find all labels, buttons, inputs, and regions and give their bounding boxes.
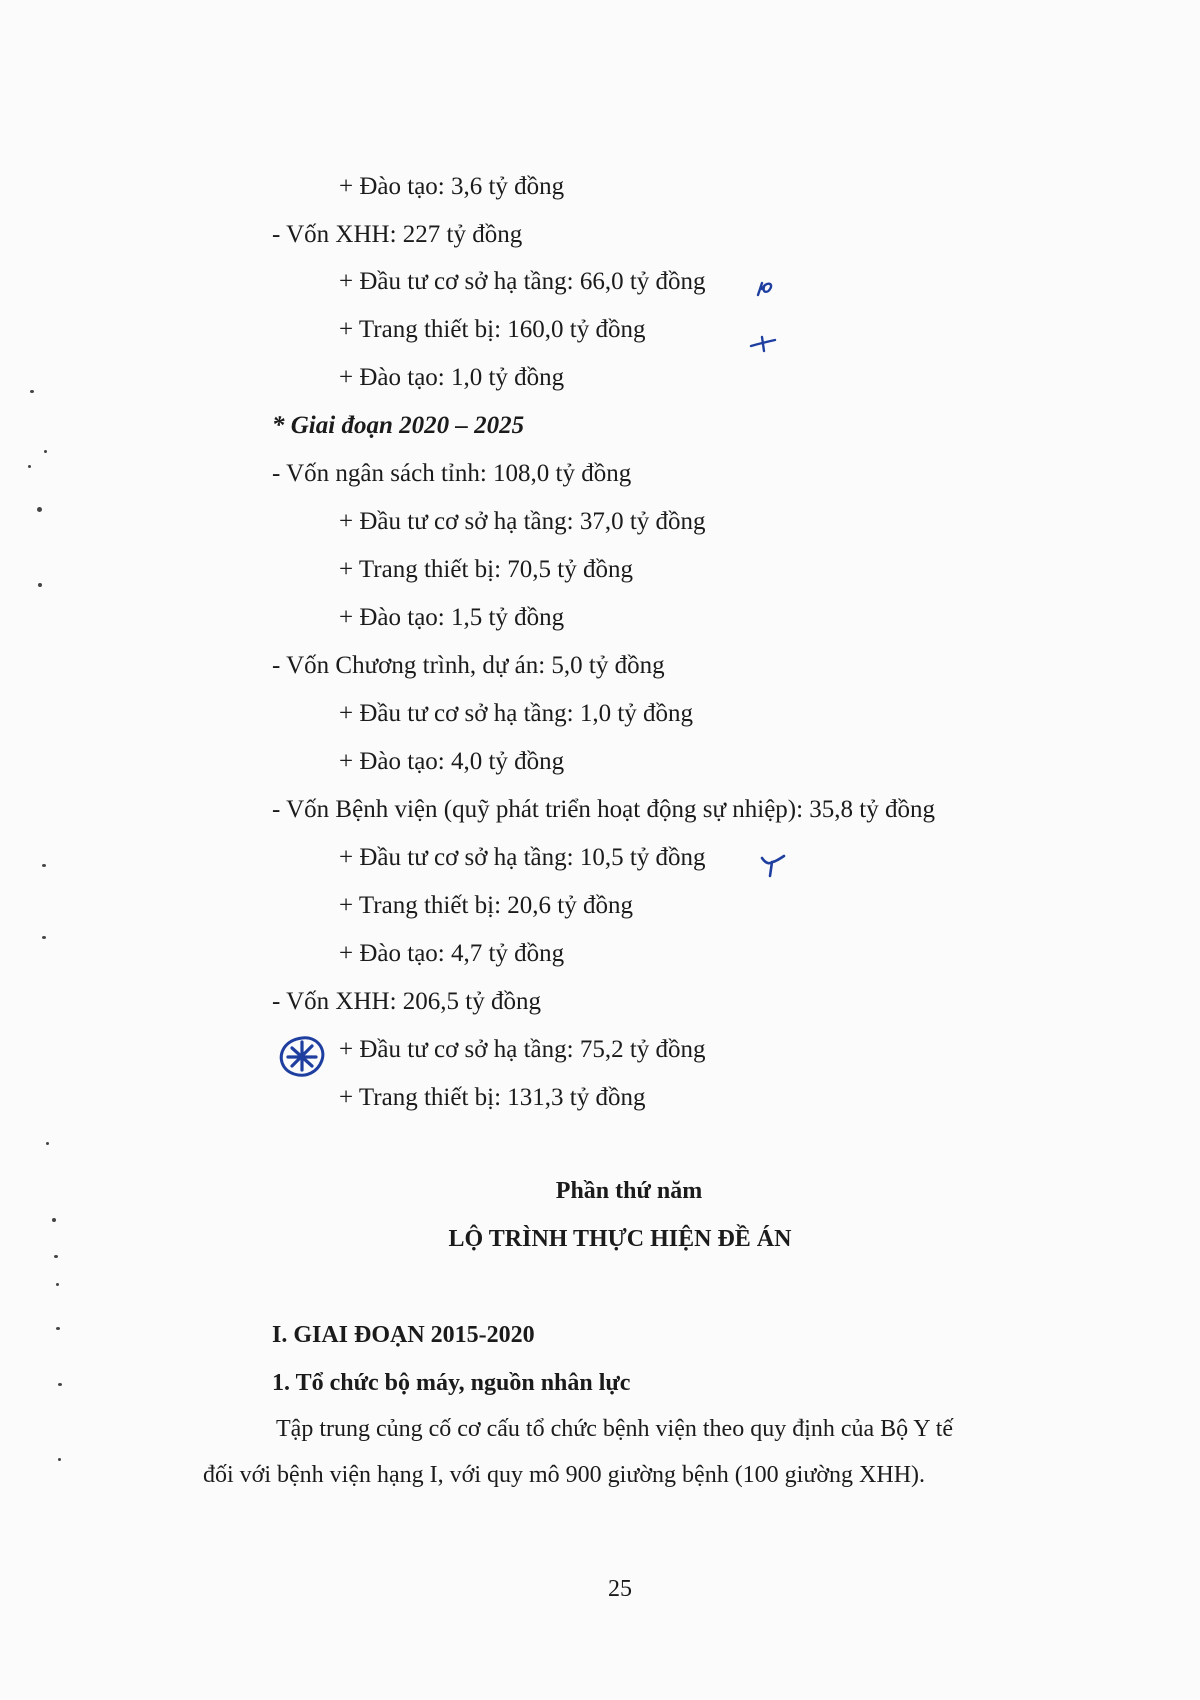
list-item-provincial-budget: - Vốn ngân sách tỉnh: 108,0 tỷ đồng bbox=[272, 460, 632, 487]
list-item-infrastructure-75-2: + Đầu tư cơ sở hạ tầng: 75,2 tỷ đồng bbox=[339, 1036, 706, 1063]
scan-speck bbox=[58, 1383, 62, 1386]
list-item-training-1-0: + Đào tạo: 1,0 tỷ đồng bbox=[339, 364, 565, 391]
scan-speck bbox=[56, 1327, 60, 1330]
list-item-equipment-160: + Trang thiết bị: 160,0 tỷ đồng bbox=[339, 316, 646, 343]
list-item-training-3-6: + Đào tạo: 3,6 tỷ đồng bbox=[339, 173, 565, 200]
section-subheading: 1. Tổ chức bộ máy, nguồn nhân lực bbox=[272, 1370, 631, 1396]
paragraph-line-1: Tập trung củng cố cơ cấu tổ chức bệnh viện theo quy định của Bộ Y tế bbox=[276, 1416, 954, 1442]
scan-speck bbox=[38, 583, 42, 587]
section-heading: I. GIAI ĐOẠN 2015-2020 bbox=[272, 1322, 535, 1348]
paragraph-line-2: đối với bệnh viện hạng I, với quy mô 900 giường bệnh (100 giường XHH). bbox=[203, 1462, 926, 1488]
list-item-training-4-0: + Đào tạo: 4,0 tỷ đồng bbox=[339, 748, 565, 775]
list-item-equipment-20-6: + Trang thiết bị: 20,6 tỷ đồng bbox=[339, 892, 633, 919]
pen-check-mark-icon bbox=[758, 850, 788, 880]
list-item-xhh-capital: - Vốn XHH: 227 tỷ đồng bbox=[272, 221, 523, 248]
scan-speck bbox=[42, 936, 46, 939]
list-item-infrastructure-1-0: + Đầu tư cơ sở hạ tầng: 1,0 tỷ đồng bbox=[339, 700, 694, 727]
scan-speck bbox=[46, 1142, 49, 1145]
pen-check-mark-icon bbox=[752, 275, 782, 301]
list-item-training-1-5: + Đào tạo: 1,5 tỷ đồng bbox=[339, 604, 565, 631]
list-item-infrastructure-66: + Đầu tư cơ sở hạ tầng: 66,0 tỷ đồng bbox=[339, 268, 706, 295]
scan-speck bbox=[37, 507, 42, 512]
list-item-equipment-131-3: + Trang thiết bị: 131,3 tỷ đồng bbox=[339, 1084, 646, 1111]
scan-speck bbox=[44, 450, 47, 453]
scan-speck bbox=[52, 1218, 56, 1222]
scan-speck bbox=[42, 864, 46, 867]
period-heading-2020-2025: * Giai đoạn 2020 – 2025 bbox=[272, 412, 525, 439]
list-item-infrastructure-10-5: + Đầu tư cơ sở hạ tầng: 10,5 tỷ đồng bbox=[339, 844, 706, 871]
list-item-infrastructure-37: + Đầu tư cơ sở hạ tầng: 37,0 tỷ đồng bbox=[339, 508, 706, 535]
list-item-program-capital: - Vốn Chương trình, dự án: 5,0 tỷ đồng bbox=[272, 652, 665, 679]
scan-speck bbox=[56, 1283, 59, 1286]
part-title: Phần thứ năm bbox=[555, 1178, 703, 1204]
list-item-training-4-7: + Đào tạo: 4,7 tỷ đồng bbox=[339, 940, 565, 967]
pen-check-mark-icon bbox=[748, 332, 778, 354]
scan-speck bbox=[28, 465, 31, 468]
list-item-equipment-70-5: + Trang thiết bị: 70,5 tỷ đồng bbox=[339, 556, 633, 583]
part-subtitle: LỘ TRÌNH THỰC HIỆN ĐỀ ÁN bbox=[448, 1226, 792, 1252]
page-number: 25 bbox=[608, 1576, 632, 1602]
pen-circled-star-icon bbox=[276, 1034, 328, 1080]
scan-speck bbox=[58, 1458, 61, 1461]
list-item-xhh-capital-2: - Vốn XHH: 206,5 tỷ đồng bbox=[272, 988, 541, 1015]
scan-speck bbox=[54, 1255, 58, 1258]
scan-speck bbox=[30, 390, 34, 393]
list-item-hospital-capital: - Vốn Bệnh viện (quỹ phát triển hoạt động sự nhiệp): 35,8 tỷ đồng bbox=[272, 796, 936, 823]
